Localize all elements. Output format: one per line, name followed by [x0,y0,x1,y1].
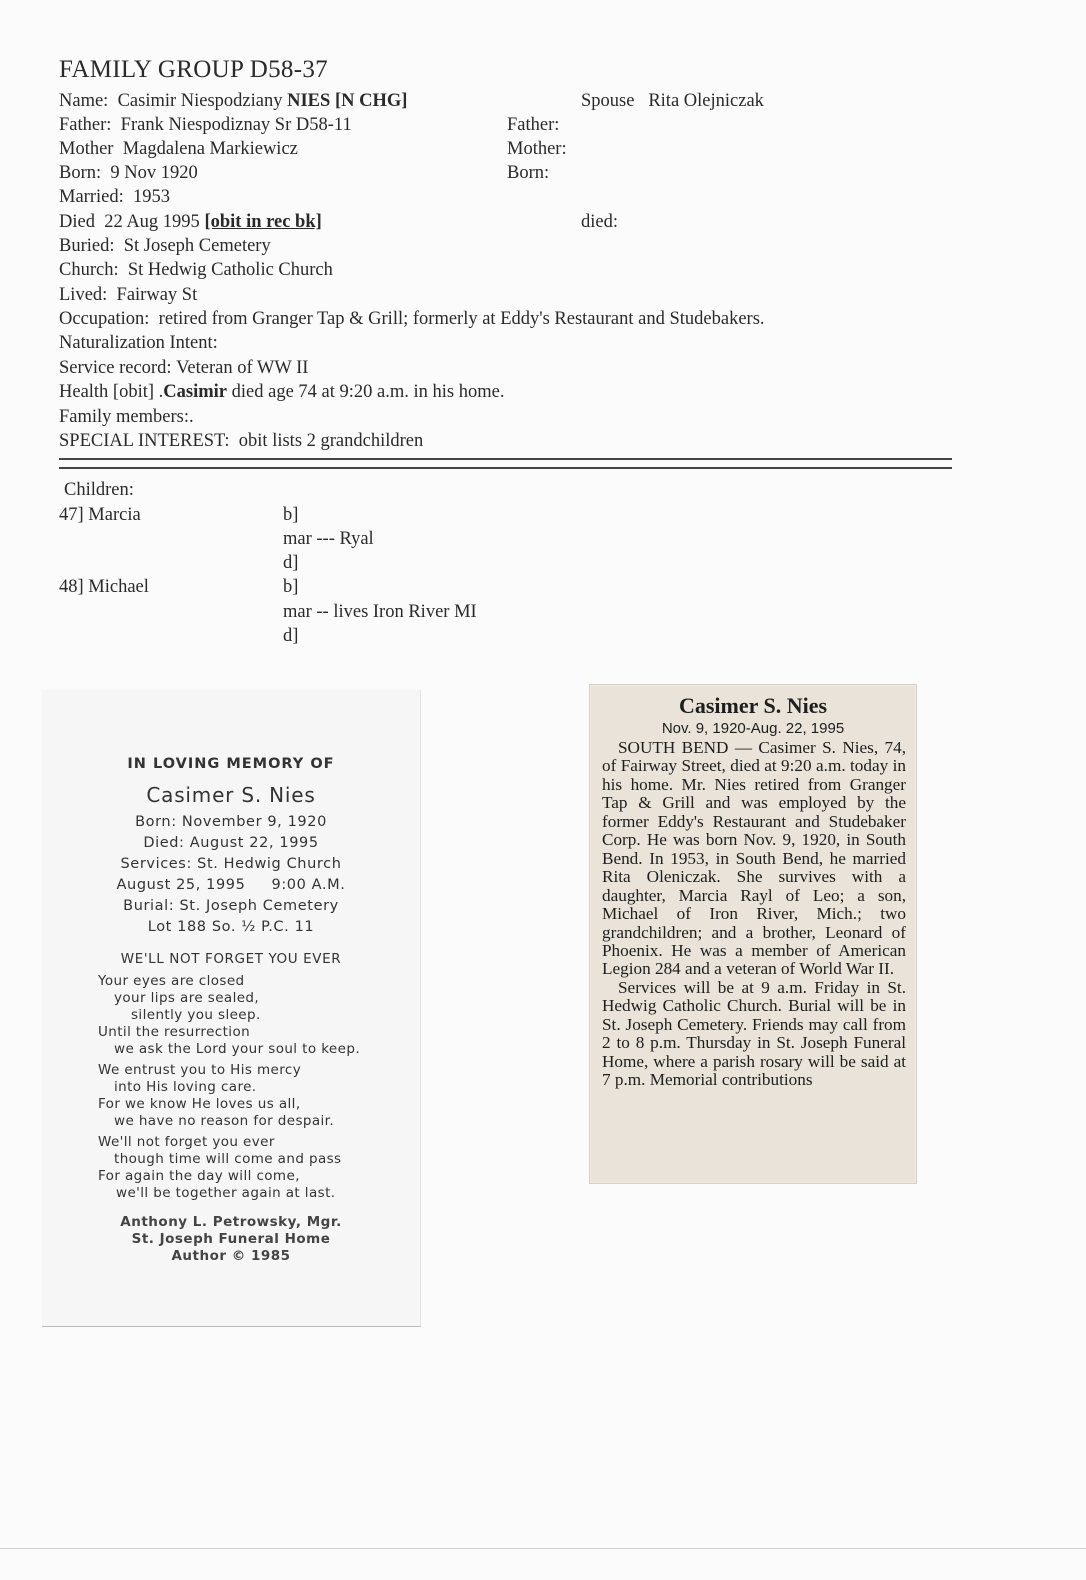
child-name: 48] Michael [59,577,149,597]
obituary-dates: Nov. 9, 1920-Aug. 22, 1995 [661,720,845,737]
obituary-body [602,739,906,1090]
obituary-clipping [589,684,917,1184]
poem-line: into His loving care. [114,1079,257,1095]
service-line: Service record: Veteran of WW II [59,358,309,378]
family-members-line: Family members:. [59,407,194,427]
spouse-line: Spouse Rita Olejniczak [581,91,764,111]
poem-line: We entrust you to His mercy [98,1062,302,1078]
obituary-paragraph: Services will be at 9 a.m. Friday in St. Hedwig Catholic Church. Burial will be in St. Joseph Cemetery. Friends may call from 2 to 8 p.m. Thursday in St. Joseph Funeral Home, where a parish rosary will be said at 7 p.m. Memorial contributions [602,977,906,1090]
poem-line: though time will come and pass [114,1151,342,1167]
card-services: Services: St. Hedwig Church [120,856,342,872]
card-burial: Burial: St. Joseph Cemetery [123,898,339,914]
card-footer-line: St. Joseph Funeral Home [131,1231,331,1247]
occupation-line: Occupation: retired from Granger Tap & Grill; formerly at Eddy's Restaurant and Studebakers. [59,309,765,329]
naturalization-line: Naturalization Intent: [59,333,218,353]
child-died: d] [283,553,299,573]
obit-note: [obit in rec bk] [204,212,322,232]
card-born: Born: November 9, 1920 [135,814,327,830]
poem-line: Until the resurrection [98,1024,251,1040]
card-died: Died: August 22, 1995 [143,835,319,851]
card-lot: Lot 188 So. ½ P.C. 11 [147,919,315,935]
born-line: Born: 9 Nov 1920 [59,163,198,183]
child-name: 47] Marcia [59,505,141,525]
married-line: Married: 1953 [59,187,170,207]
child-married: mar --- Ryal [283,529,374,549]
health-line: Health [obit] .Casimir died age 74 at 9:20 a.m. in his home. [59,382,505,402]
page-edge [0,1548,1086,1549]
obituary-paragraph: SOUTH BEND — Casimer S. Nies, 74, of Fairway Street, died at 9:20 a.m. today in his home. Mr. Nies retired from Granger Tap & Grill and was employed by the former Eddy's Restaurant and Studebaker Corp. He was born Nov. 9, 1920, in South Bend. In 1953, in South Bend, he married Rita Oleniczak. She survives with a daughter, Marcia Rayl of Leo; a son, Michael of Iron River, Mich.; two grandchildren; and a brother, Leonard of Phoenix. He was a member of American Legion 284 and a veteran of World War II. [602,738,906,979]
child-born: b] [283,577,299,597]
card-name: Casimer S. Nies [146,783,316,807]
child-born: b] [283,505,299,525]
card-footer-line: Anthony L. Petrowsky, Mgr. [120,1214,342,1230]
poem-line: For again the day will come, [98,1168,300,1184]
card-service-date: August 25, 1995 9:00 A.M. [116,877,346,893]
died-line: Died 22 Aug 1995 [obit in rec bk] [59,212,322,232]
special-interest-line: SPECIAL INTEREST: obit lists 2 grandchildren [59,431,424,451]
poem-title: WE'LL NOT FORGET YOU EVER [120,951,342,967]
father-line: Father: Frank Niespodiznay Sr D58-11 [59,115,352,135]
double-divider [59,458,952,469]
spouse-father-label: Father: [507,115,560,135]
memorial-card [42,690,421,1327]
name-line: Name: Casimir Niespodziany NIES [N CHG] [59,91,408,111]
spouse-mother-label: Mother: [507,139,567,159]
buried-line: Buried: St Joseph Cemetery [59,236,271,256]
children-header: Children: [64,480,134,500]
lived-line: Lived: Fairway St [59,285,198,305]
page-title: FAMILY GROUP D58-37 [59,56,328,83]
obituary-headline: Casimer S. Nies [678,693,828,718]
spouse-died-label: died: [581,212,618,232]
church-line: Church: St Hedwig Catholic Church [59,260,333,280]
child-married: mar -- lives Iron River MI [283,602,477,622]
poem-line: we'll be together again at last. [116,1185,336,1201]
spouse-born-label: Born: [507,163,550,183]
card-footer-line: Author © 1985 [171,1248,291,1264]
mother-line: Mother Magdalena Markiewicz [59,139,298,159]
poem-line: For we know He loves us all, [98,1096,301,1112]
poem-line: silently you sleep. [131,1007,261,1023]
poem-line: Your eyes are closed [98,973,245,989]
card-heading: IN LOVING MEMORY OF [127,756,335,772]
poem-line: we have no reason for despair. [114,1113,335,1129]
poem-line: We'll not forget you ever [98,1134,275,1150]
poem-line: we ask the Lord your soul to keep. [114,1041,361,1057]
child-died: d] [283,626,299,646]
poem-line: your lips are sealed, [114,990,260,1006]
